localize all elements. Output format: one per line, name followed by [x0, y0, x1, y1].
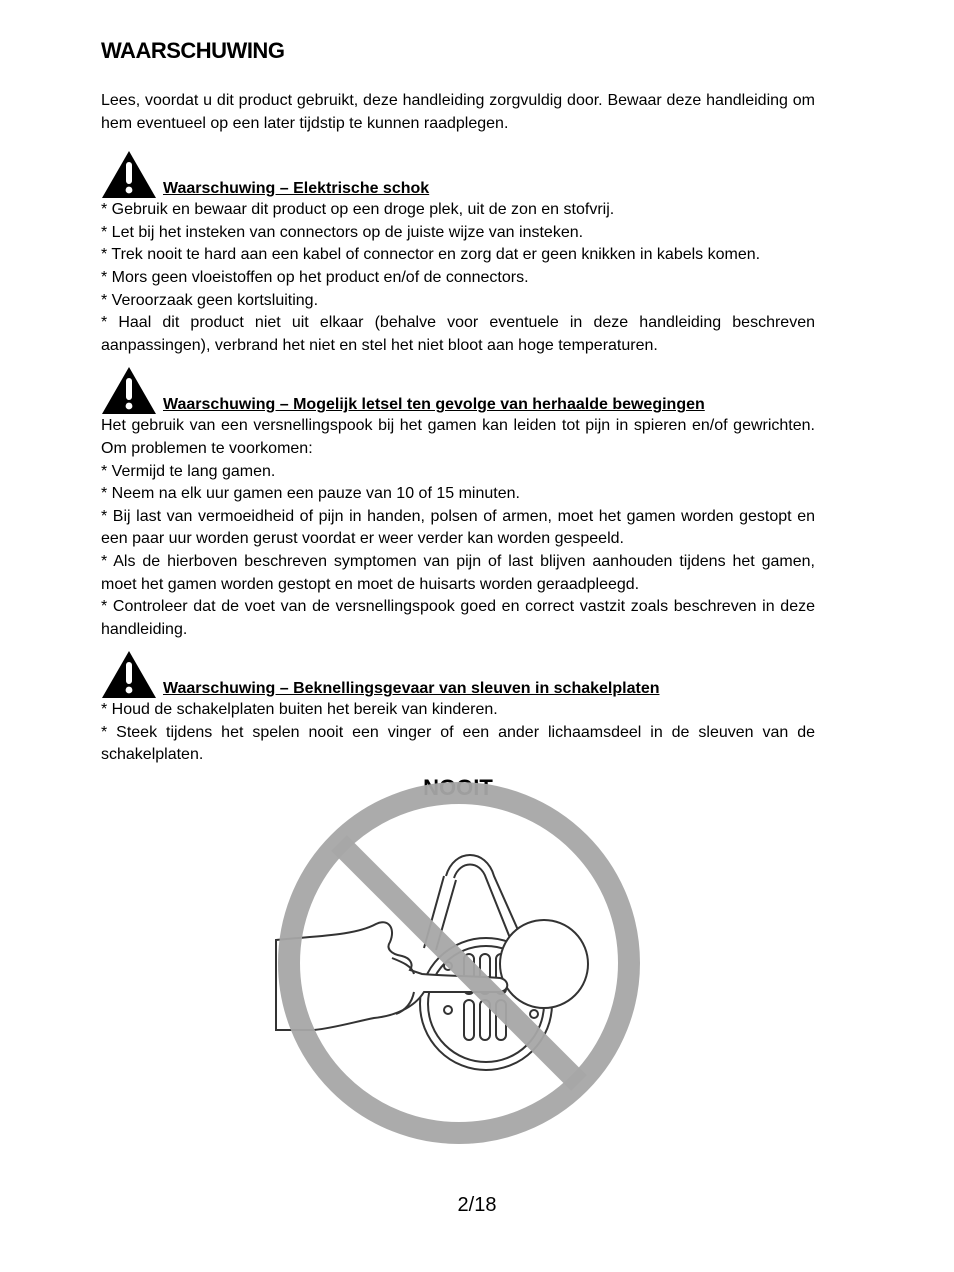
warning-triangle-icon	[101, 149, 157, 199]
intro-paragraph: Lees, voordat u dit product gebruikt, deze handleiding zorgvuldig door. Bewaar deze handleiding om hem eventueel op een later tijdstip te kunnen raadplegen.	[101, 92, 815, 132]
warning-section-repetitive	[101, 365, 815, 641]
list-item: * Steek tijdens het spelen nooit een vinger of een ander lichaamsdeel in de sleuven van de schakelplaten.	[101, 723, 815, 764]
warning-title: Waarschuwing – Beknellingsgevaar van sleuven in schakelplaten	[163, 680, 660, 698]
list-item: * Trek nooit te hard aan een kabel of connector en zorg dat er geen knikken in kabels komen.	[101, 246, 761, 264]
warning-triangle-icon	[101, 365, 157, 415]
list-item: * Bij last van vermoeidheid of pijn in handen, polsen of armen, moet het gamen worden gestopt en een paar uur worden gerust voordat er weer verder kan worden gespeeld.	[101, 507, 815, 548]
warning-triangle-icon	[101, 649, 157, 699]
list-item: * Als de hierboven beschreven symptomen van pijn of last blijven aanhouden tijdens het gamen, moet het gamen worden gestopt en moet de huisarts worden geraadpleegd.	[101, 552, 815, 593]
warning-header	[101, 649, 815, 699]
warning-header	[101, 149, 815, 199]
warning-title: Waarschuwing – Mogelijk letsel ten gevolge van herhaalde bewegingen	[163, 396, 705, 414]
document-page	[101, 38, 815, 801]
warning-section-pinching	[101, 649, 815, 767]
warning-section-electric	[101, 149, 815, 357]
nooit-label: NOOIT	[423, 775, 493, 801]
warning-title: Waarschuwing – Elektrische schok	[163, 180, 430, 198]
list-item: * Gebruik en bewaar dit product op een droge plek, uit de zon en stofvrij.	[101, 201, 615, 219]
page-heading: WAARSCHUWING	[101, 38, 285, 63]
list-item: * Haal dit product niet uit elkaar (behalve voor eventuele in deze handleiding beschreven aanpassingen), verbrand het niet en stel het niet bloot aan hoge temperaturen.	[101, 314, 815, 354]
list-item: * Neem na elk uur gamen een pauze van 10 of 15 minuten.	[101, 485, 520, 503]
gear-knob	[500, 920, 588, 1008]
list-item: * Let bij het insteken van connectors op de juiste wijze van insteken.	[101, 223, 584, 241]
page-number: 2/18	[457, 1194, 497, 1216]
list-item: * Controleer dat de voet van de versnellingspook goed en correct vastzit zoals beschreven in deze handleiding.	[101, 598, 815, 638]
list-item: Het gebruik van een versnellingspook bij het gamen kan leiden tot pijn in spieren en/of gewrichten. Om problemen te voorkomen:	[101, 417, 815, 457]
list-item: * Mors geen vloeistoffen op het product en/of de connectors.	[101, 268, 529, 286]
list-item: * Vermijd te lang gamen.	[101, 462, 276, 480]
list-item: * Houd de schakelplaten buiten het bereik van kinderen.	[101, 701, 498, 719]
list-item: * Veroorzaak geen kortsluiting.	[101, 291, 319, 309]
prohibition-illustration	[274, 778, 644, 1148]
warning-header	[101, 365, 815, 415]
